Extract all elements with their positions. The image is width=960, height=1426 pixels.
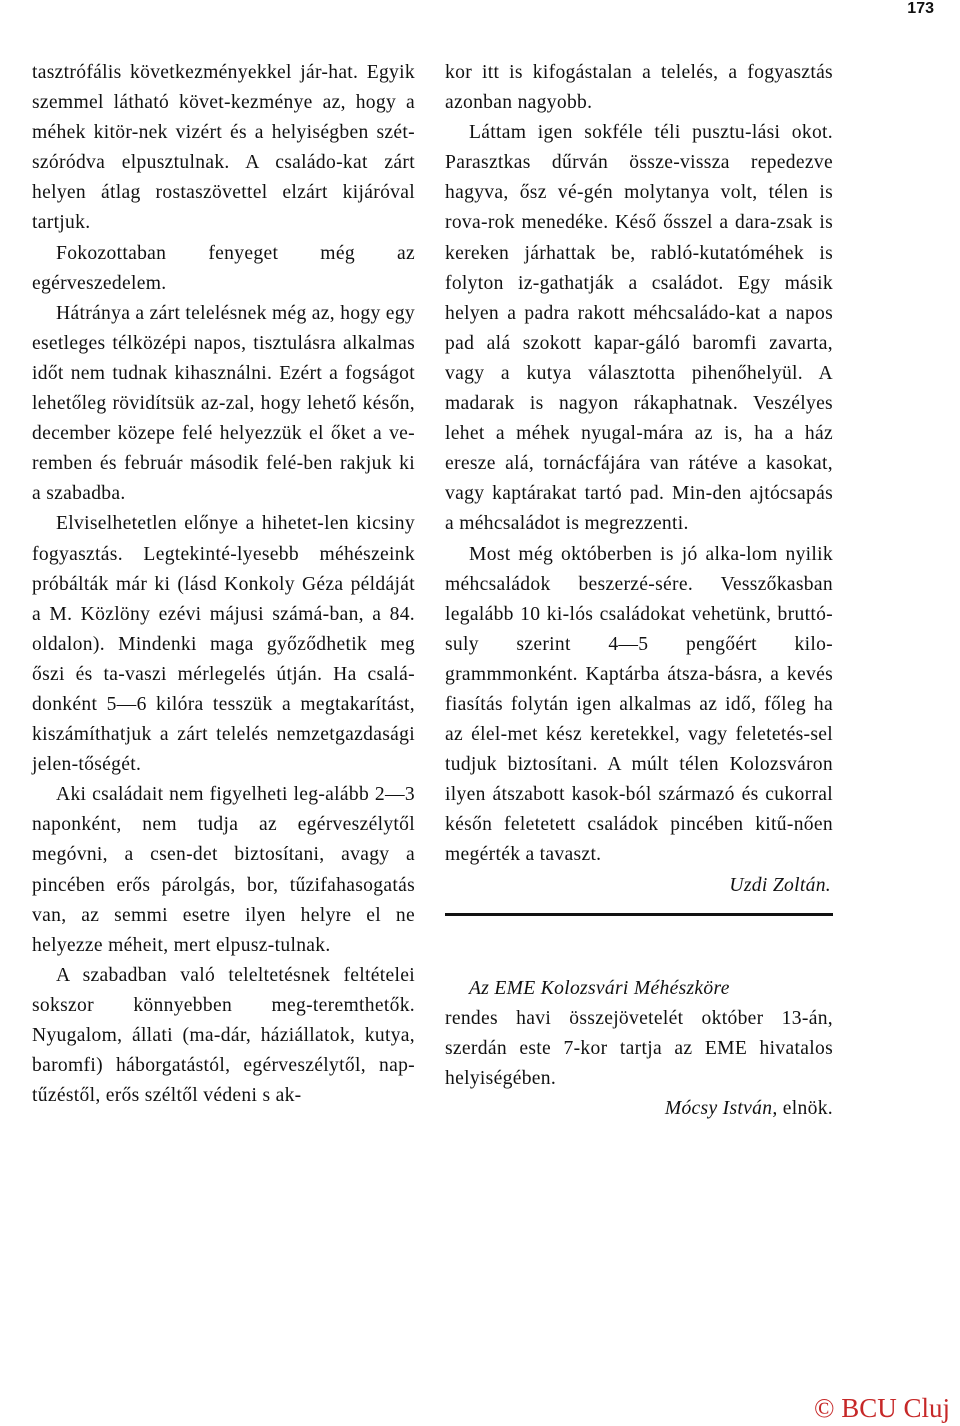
paragraph: kor itt is kifogástalan a telelés, a fogyasztás azonban nagyobb. [445,62,833,114]
paragraph: Láttam igen sokféle téli pusztu-lási okot. Parasztkas dűrván össze-vissza repedezve hagyva, ősz vé-gén molytanya volt, télen is rova-rok menedéke. Késő ősszel a dara-zsak is kereken járhattak be, rabló-kutatóméhek is folyton iz-gathatják a családot. Egy másik helyen a padra rakott méhcsaládo-kat a napos pad alá szokott kapar-gáló baromfi zavarta, vagy a kutya választotta pihenőhelyül. A madarak is nagyon rákaphatnak. Veszélyes lehet a méhek nyugal-mára az is, ha a ház eresze alá, tornácfájára van rátéve a kasokat, vagy kaptárakat tartó pad. Min-den ajtócsapás a méhcsaládot is megrezzenti. [445,122,833,535]
right-column [445,58,833,1124]
paragraph: Hátránya a zárt telelésnek még az, hogy egy esetleges télközépi napos, tisztulásra alkalmas időt nem tudnak kihasználni. Ezért a fogságot lehetőleg rövidítsük az-zal, hogy lehető későn, december közepe felé helyezzük el őket a ve-remben és február második felé-ben rakjuk ki a szabadba. [32,302,415,505]
page-number: 173 [907,0,934,17]
paragraph: Aki családait nem figyelheti leg-alább 2—3 naponként, nem tudja az egérveszélytől megóvni, a csen-det biztosítani, avagy a pincében erős párolgás, bor, tűzifahasogatás van, az semmi esetre ilyen helyre el ne helyezze méheit, mert elpusz-tulnak. [32,784,415,956]
paragraph: Most még októberben is jó alka-lom nyilik méhcsaládok beszerzé-sére. Vesszőkasban legalább 10 ki-lós családokat vehetünk, bruttó-suly szerint 4—5 pengőért kilo-grammmonként. Kaptárba átsza-básra, a kevés fiasítás folytán igen alkalmas az idő, főleg ha az élel-met kész keretekkel, vagy feletetés-sel tudjuk biztosítani. A múlt télen Kolozsváron ilyen átszabott kasok-ból származó és cukorral későn feletetett családok pincében kitű-nően megérték a tavaszt. [445,543,833,866]
author-signature: Uzdi Zoltán. [729,874,831,896]
paragraph: Elviselhetetlen előnye a hihetet-len kicsiny fogyasztás. Legtekinté-lyesebb méhészeink próbálták már ki (lásd Konkoly Géza példáját a M. Közlöny ezévi májusi számá-ban, a 84. oldalon). Mindenki maga győződhetik meg őszi és ta-vaszi mérlegelés útján. Ha csalá-donként 5—6 kilóra tesszük a megtakarítást, kiszámíthatjuk a zárt telelés nemzetgazdasági jelen-tőségét. [32,513,415,776]
left-column [32,58,415,1111]
notice-signer-role: elnök. [777,1098,833,1119]
copyright-watermark: © BCU Cluj [813,1393,950,1423]
notice-signer-name: Mócsy István, [664,1098,778,1119]
paragraph: A szabadban való teleltetésnek feltételei sokszor könnyebben meg-teremthetők. Nyugalom, állati (ma-dár, háziállatok, kutya, baromfi) háborgatástól, egérveszélytől, nap-tűzéstől, erős széltől védeni s ak- [32,964,415,1107]
notice-box [445,974,833,1124]
notice-org: Az EME Kolozsvári Méhészköre [469,977,730,999]
paragraph: tasztrófális következményekkel jár-hat. Egyik szemmel látható követ-kezménye az, hogy a méhek kitör-nek vizért és a helyiségben szét-szóródva elpusztulnak. A családo-kat zárt helyen átlag rostaszövettel elzárt kijáróval tartjuk. [32,62,415,234]
paragraph: Fokozottaban fenyeget még az egérveszedelem. [32,242,415,294]
notice-text: rendes havi összejövetelét október 13-án, szerdán este 7-kor tartja az EME hivatalos helyiségében. [445,1007,833,1089]
